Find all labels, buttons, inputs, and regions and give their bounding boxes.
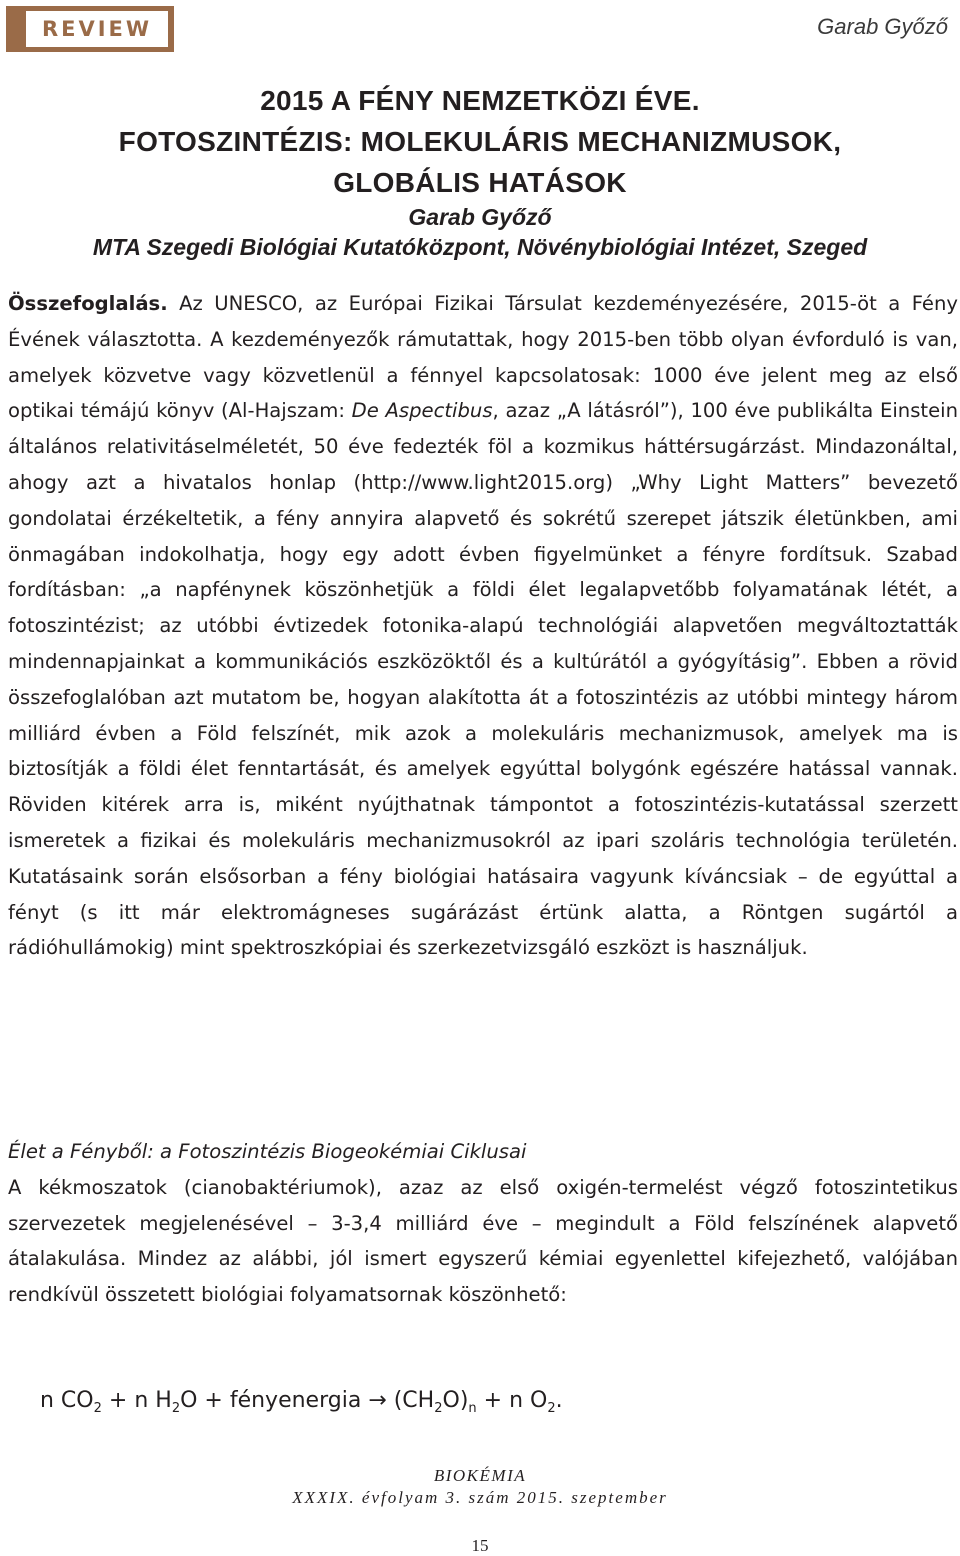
equation-part: O + fényenergia → (CH bbox=[180, 1388, 435, 1413]
equation-part: O) bbox=[442, 1388, 469, 1413]
abstract-text-b: , azaz „A látásról”), 100 éve publikálta Einstein általános relativitáselméletét, 50 éve fedezték föl a kozmikus háttérsugárzást. Mindazonáltal, ahogy azt a hivatalos honlap (http://www.light2015.org) „Why Light Matters” bevezető gondolatai érzékeltetik, a fény annyira alapvető és sokrétű szerepet játszik életünkben, ami önmagában indokolhatja, hogy egy adott évben figyelmünket a fényre fordítsuk. Szabad fordításban: „a napfénynek köszönhetjük a földi élet legalapvetőbb folyamatának létét, a fotoszintézist; az utóbbi évtizedek fotonika-alapú technológiái alapvetően megváltoztatták mindennapjainkat a kommunikációs eszközöktől és a kultúrától a gyógyításig”. Ebben a rövid összefoglalóban azt mutatom be, hogyan alakította át a fotoszintézis az utóbbi mintegy három milliárd évben a Föld felszínét, mik azok a molekuláris mechanizmusok, amelyek ma is biztosítják a földi élet fenntartását, és amelyek egyúttal bolygónk egészére hatással vannak. Röviden kitérek arra is, miként nyújthatnak támpontot a fotoszintézis-kutatással szerzett ismeretek a fizikai és molekuláris mechanizmusokról az ipari szoláris technológia területén. Kutatásaink során elsősorban a fény biológiai hatásaira vagyunk kíváncsiak – de egyúttal a fényt (s itt már elektromágneses sugárázást értünk alatta, a Röntgen sugártól a rádióhullámokig) mint spektroszkópiai és szerkezetvizsgáló eszközt is használjuk. bbox=[8, 399, 958, 960]
section-paragraph-text: A kékmoszatok (cianobaktériumok), azaz az első oxigén-termelést végző fotoszintetikus szervezetek megjelenésével – 3-3,4 milliárd éve – megindult a Föld felszínének alapvető átalakulása. Mindez az alábbi, jól ismert egyszerű kémiai egyenlettel kifejezhető, valójában rendkívül összetett biológiai folyamatsornak köszönhető: bbox=[8, 1176, 958, 1306]
equation-subscript: 2 bbox=[171, 1401, 181, 1416]
equation-subscript: 2 bbox=[93, 1401, 102, 1416]
article-title-block bbox=[0, 80, 960, 263]
equation-part: n CO bbox=[40, 1388, 94, 1413]
section-badge-frame bbox=[25, 10, 169, 48]
section-badge-label: REVIEW bbox=[41, 17, 153, 41]
title-line-3: GLOBÁLIS HATÁSOK bbox=[333, 167, 627, 198]
photosynthesis-equation bbox=[40, 1384, 563, 1426]
section-paragraph bbox=[8, 1170, 958, 1312]
footer-journal-name: BIOKÉMIA bbox=[433, 1466, 527, 1485]
equation-subscript: 2 bbox=[434, 1401, 443, 1416]
article-author: Garab Győző bbox=[408, 204, 552, 230]
equation-part: . bbox=[555, 1388, 563, 1413]
equation-subscript: n bbox=[468, 1401, 477, 1416]
abstract-text-a: Az UNESCO, az Európai Fizikai Társulat kezdeményezésére, 2015-öt a Fény Évének választotta. A kezdeményezők rámutattak, hogy 2015-ben több olyan évforduló is van, amelyek közvetve vagy közvetlenül a fénnyel kapcsolatosak: 1000 éve jelent meg az első optikai témájú könyv (Al-Hajszam: bbox=[8, 292, 958, 423]
section-badge bbox=[6, 6, 174, 52]
abstract-italic-title: De Aspectibus bbox=[351, 399, 493, 423]
abstract-label: Összefoglalás. bbox=[8, 292, 168, 315]
page-header bbox=[0, 0, 960, 56]
running-author: Garab Győző bbox=[817, 14, 948, 39]
equation-part: + n H bbox=[101, 1388, 172, 1413]
footer-issue-info: XXXIX. évfolyam 3. szám 2015. szeptember bbox=[292, 1488, 668, 1507]
article-affiliation: MTA Szegedi Biológiai Kutatóközpont, Növénybiológiai Intézet, Szeged bbox=[92, 234, 868, 260]
equation-subscript: 2 bbox=[547, 1401, 556, 1416]
section-heading: Élet a Fényből: a Fotoszintézis Biogeokémiai Ciklusai bbox=[8, 1140, 527, 1163]
title-line-1: 2015 A FÉNY NEMZETKÖZI ÉVE. bbox=[260, 85, 700, 116]
equation-part: + n O bbox=[476, 1388, 548, 1413]
page-number: 15 bbox=[471, 1536, 489, 1555]
abstract-paragraph bbox=[8, 286, 958, 966]
title-line-2: FOTOSZINTÉZIS: MOLEKULÁRIS MECHANIZMUSOK, bbox=[118, 126, 842, 157]
